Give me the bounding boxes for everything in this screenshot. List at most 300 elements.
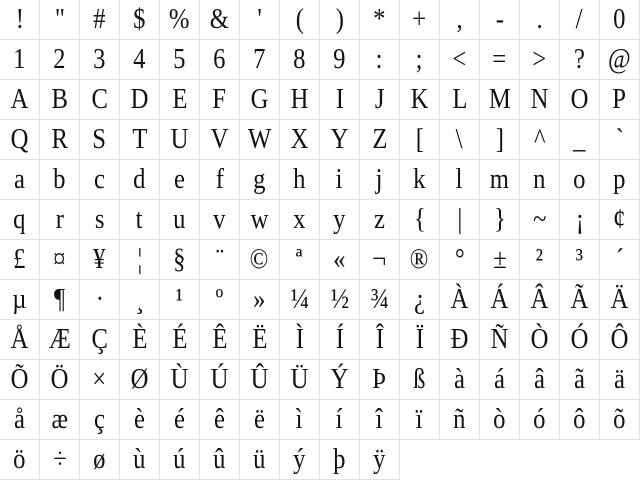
glyph: z: [374, 203, 385, 235]
glyph-cell: [240, 360, 280, 400]
glyph: s: [94, 203, 105, 235]
glyph-cell: [320, 80, 360, 120]
glyph: 8: [293, 43, 306, 75]
glyph-cell: [0, 200, 40, 240]
glyph-cell: [160, 440, 200, 480]
glyph-cell: [0, 80, 40, 120]
glyph-cell: [480, 280, 520, 320]
glyph: v: [213, 203, 226, 235]
glyph-cell: [440, 160, 480, 200]
glyph-cell: [0, 320, 40, 360]
glyph: Î: [375, 323, 384, 355]
glyph-cell: [560, 240, 600, 280]
glyph-cell: [440, 240, 480, 280]
glyph: ã: [574, 363, 585, 395]
glyph-cell: [320, 120, 360, 160]
glyph-cell: [40, 40, 80, 80]
glyph: ": [54, 3, 65, 35]
glyph: ·: [95, 283, 104, 315]
glyph-cell: [560, 200, 600, 240]
glyph-cell: [480, 80, 520, 120]
glyph-cell: [80, 80, 120, 120]
glyph-cell: [320, 320, 360, 360]
glyph-cell: [440, 320, 480, 360]
glyph: É: [171, 323, 188, 355]
glyph-cell: [40, 360, 80, 400]
glyph: ý: [293, 443, 306, 475]
glyph-cell: [520, 360, 560, 400]
glyph-cell: [520, 280, 560, 320]
glyph: |: [457, 203, 462, 235]
glyph: Ý: [330, 363, 349, 395]
glyph-cell: [400, 400, 440, 440]
glyph: á: [494, 363, 505, 395]
glyph: @: [608, 43, 631, 75]
glyph-cell: [160, 40, 200, 80]
glyph: Õ: [10, 363, 29, 395]
glyph-cell: [160, 280, 200, 320]
glyph-cell: [360, 440, 400, 480]
glyph-cell: [240, 160, 280, 200]
glyph-cell: [600, 160, 640, 200]
glyph-cell: [160, 120, 200, 160]
glyph-cell: [160, 400, 200, 440]
glyph-cell: [320, 240, 360, 280]
glyph: P: [612, 83, 627, 115]
glyph-cell: [360, 320, 400, 360]
glyph-cell: [400, 200, 440, 240]
glyph: =: [492, 43, 507, 75]
glyph-cell: [80, 240, 120, 280]
glyph-cell: [520, 200, 560, 240]
glyph-cell: [480, 120, 520, 160]
glyph: µ: [12, 283, 27, 315]
glyph-cell: [80, 40, 120, 80]
glyph-cell: [160, 240, 200, 280]
glyph-cell: [120, 40, 160, 80]
glyph: K: [410, 83, 429, 115]
glyph-cell: [240, 440, 280, 480]
glyph: w: [250, 203, 269, 235]
glyph: Ë: [251, 323, 268, 355]
glyph: à: [454, 363, 465, 395]
glyph: 4: [133, 43, 146, 75]
glyph: Y: [330, 123, 349, 155]
glyph: Û: [250, 363, 269, 395]
glyph-cell: [200, 160, 240, 200]
glyph-cell: [240, 320, 280, 360]
glyph-cell: [320, 440, 360, 480]
glyph-cell: [240, 40, 280, 80]
glyph: -: [495, 3, 504, 35]
glyph-cell: [600, 280, 640, 320]
glyph-cell: [560, 40, 600, 80]
glyph-cell: [320, 360, 360, 400]
glyph: a: [14, 163, 25, 195]
glyph: ô: [573, 403, 586, 435]
glyph: 0: [613, 3, 626, 35]
glyph: N: [530, 83, 549, 115]
glyph: ú: [173, 443, 186, 475]
glyph-cell: [120, 240, 160, 280]
glyph-cell: [480, 400, 520, 440]
glyph-cell: [0, 280, 40, 320]
glyph-cell: [600, 80, 640, 120]
glyph: å: [14, 403, 25, 435]
glyph: Ñ: [490, 323, 509, 355]
glyph-cell: [600, 400, 640, 440]
glyph-cell: [560, 0, 600, 40]
glyph-cell: [360, 400, 400, 440]
glyph: T: [131, 123, 148, 155]
glyph: X: [290, 123, 309, 155]
glyph-cell: [560, 80, 600, 120]
glyph: F: [212, 83, 227, 115]
glyph-cell: [0, 440, 40, 480]
glyph: S: [92, 123, 107, 155]
glyph: ^: [533, 123, 546, 155]
glyph-cell: [240, 400, 280, 440]
glyph-cell: [80, 320, 120, 360]
glyph-cell: [40, 120, 80, 160]
glyph-cell: [160, 0, 200, 40]
glyph: I: [335, 83, 344, 115]
glyph-cell: [160, 200, 200, 240]
glyph-cell: [240, 280, 280, 320]
glyph: W: [247, 123, 272, 155]
glyph: î: [376, 403, 383, 435]
glyph: B: [51, 83, 68, 115]
glyph: Æ: [48, 323, 71, 355]
glyph: ¾: [370, 283, 389, 315]
glyph-cell: [440, 360, 480, 400]
glyph: l: [456, 163, 463, 195]
glyph-cell: [480, 320, 520, 360]
glyph: ñ: [453, 403, 466, 435]
glyph-cell: [360, 0, 400, 40]
glyph-cell: [440, 280, 480, 320]
glyph-cell: [400, 120, 440, 160]
glyph: Ö: [50, 363, 69, 395]
glyph: g: [253, 163, 266, 195]
glyph: $: [133, 3, 146, 35]
glyph-cell: [600, 240, 640, 280]
glyph: A: [10, 83, 29, 115]
glyph: 1: [13, 43, 26, 75]
glyph: ,: [456, 3, 463, 35]
glyph-cell: [80, 160, 120, 200]
glyph: Z: [371, 123, 388, 155]
glyph: Ä: [610, 283, 629, 315]
glyph: o: [573, 163, 586, 195]
glyph-cell: [40, 200, 80, 240]
glyph-cell: [80, 0, 120, 40]
glyph-cell: [600, 120, 640, 160]
glyph: ë: [254, 403, 265, 435]
glyph-cell: [600, 200, 640, 240]
glyph: >: [532, 43, 547, 75]
glyph-cell: [200, 280, 240, 320]
glyph: «: [333, 243, 346, 275]
glyph: Ù: [170, 363, 189, 395]
glyph: ¶: [53, 283, 66, 315]
glyph: Â: [530, 283, 549, 315]
glyph: *: [373, 3, 386, 35]
glyph: ò: [493, 403, 506, 435]
glyph-cell: [40, 80, 80, 120]
glyph: i: [336, 163, 343, 195]
glyph-cell: [600, 360, 640, 400]
glyph-cell: [360, 40, 400, 80]
glyph-cell: [160, 80, 200, 120]
glyph: (: [295, 3, 304, 35]
glyph: +: [412, 3, 427, 35]
glyph: 5: [173, 43, 186, 75]
glyph: Ú: [210, 363, 229, 395]
glyph: x: [293, 203, 306, 235]
glyph-cell: [480, 160, 520, 200]
glyph-cell: [0, 0, 40, 40]
glyph-cell: [440, 200, 480, 240]
glyph: ¬: [372, 243, 387, 275]
glyph: c: [94, 163, 105, 195]
glyph-cell: [200, 200, 240, 240]
glyph: ¹: [175, 283, 184, 315]
glyph: ù: [133, 443, 146, 475]
glyph-cell: [240, 120, 280, 160]
glyph: Ø: [130, 363, 149, 395]
glyph: ?: [574, 43, 585, 75]
glyph: Á: [490, 283, 509, 315]
glyph: E: [171, 83, 188, 115]
glyph-cell: [520, 0, 560, 40]
glyph: {: [413, 203, 426, 235]
glyph: ¡: [575, 203, 584, 235]
glyph: ®: [410, 243, 429, 275]
glyph: ~: [532, 203, 547, 235]
glyph-cell: [200, 0, 240, 40]
glyph: Ô: [610, 323, 629, 355]
glyph: â: [534, 363, 545, 395]
glyph-cell: [280, 320, 320, 360]
glyph: ó: [533, 403, 546, 435]
glyph-cell: [440, 80, 480, 120]
glyph-cell: [360, 160, 400, 200]
glyph-cell: [0, 120, 40, 160]
glyph-cell: [320, 0, 360, 40]
glyph-cell: [440, 120, 480, 160]
glyph: Ü: [290, 363, 309, 395]
glyph: &: [209, 3, 230, 35]
glyph-cell: [520, 40, 560, 80]
glyph: Q: [10, 123, 29, 155]
glyph-cell: [40, 400, 80, 440]
glyph: ¤: [53, 243, 66, 275]
glyph-cell: [360, 200, 400, 240]
glyph: /: [576, 3, 583, 35]
glyph: C: [91, 83, 108, 115]
glyph-cell: [320, 40, 360, 80]
glyph: !: [15, 3, 24, 35]
glyph-cell: [280, 120, 320, 160]
glyph: O: [570, 83, 589, 115]
glyph: ç: [94, 403, 105, 435]
glyph-cell: [320, 200, 360, 240]
glyph-cell: [400, 360, 440, 400]
glyph: ÷: [52, 443, 67, 475]
glyph: í: [336, 403, 343, 435]
glyph: ÿ: [373, 443, 386, 475]
glyph-cell: [160, 320, 200, 360]
glyph-cell: [200, 120, 240, 160]
glyph-cell: [320, 160, 360, 200]
glyph: G: [250, 83, 269, 115]
glyph-cell: [240, 0, 280, 40]
glyph-cell: [440, 40, 480, 80]
glyph-cell: [400, 40, 440, 80]
glyph: À: [450, 283, 469, 315]
glyph: ±: [492, 243, 507, 275]
glyph: ©: [250, 243, 269, 275]
glyph-cell: [200, 80, 240, 120]
glyph-cell: [320, 400, 360, 440]
glyph-cell: [40, 160, 80, 200]
glyph-cell: [360, 240, 400, 280]
glyph-cell: [120, 0, 160, 40]
glyph-cell: [560, 320, 600, 360]
glyph: k: [413, 163, 426, 195]
glyph: ¥: [93, 243, 106, 275]
glyph: Ã: [570, 283, 589, 315]
glyph: f: [215, 163, 224, 195]
glyph: ¦: [137, 243, 142, 275]
glyph-cell: [280, 0, 320, 40]
glyph-cell: [400, 280, 440, 320]
glyph: 6: [213, 43, 226, 75]
glyph: ö: [13, 443, 26, 475]
glyph-cell: [440, 400, 480, 440]
glyph: R: [51, 123, 68, 155]
glyph: 3: [93, 43, 106, 75]
glyph-cell: [480, 40, 520, 80]
glyph-cell: [80, 360, 120, 400]
glyph-cell: [280, 360, 320, 400]
glyph-cell: [80, 120, 120, 160]
glyph: Å: [10, 323, 29, 355]
glyph: £: [13, 243, 26, 275]
glyph-cell: [240, 240, 280, 280]
glyph-cell: [80, 200, 120, 240]
glyph: Ê: [211, 323, 228, 355]
glyph-cell: [400, 0, 440, 40]
glyph-cell: [360, 360, 400, 400]
glyph: »: [253, 283, 266, 315]
glyph-cell: [280, 40, 320, 80]
glyph-cell: [360, 280, 400, 320]
glyph-cell: [480, 200, 520, 240]
glyph: q: [13, 203, 26, 235]
glyph-cell: [120, 280, 160, 320]
glyph: m: [489, 163, 510, 195]
glyph-cell: [320, 280, 360, 320]
glyph-cell: [240, 200, 280, 240]
glyph: Ç: [91, 323, 108, 355]
glyph: r: [55, 203, 64, 235]
glyph: ß: [413, 363, 426, 395]
glyph-cell: [520, 80, 560, 120]
glyph-cell: [560, 160, 600, 200]
glyph-cell: [280, 160, 320, 200]
glyph: [: [415, 123, 424, 155]
glyph: b: [53, 163, 66, 195]
glyph: t: [136, 203, 143, 235]
glyph: j: [376, 163, 383, 195]
glyph: _: [573, 123, 586, 155]
glyph-cell: [360, 120, 400, 160]
glyph-cell: [480, 360, 520, 400]
glyph: \: [456, 123, 463, 155]
glyph-cell: [560, 400, 600, 440]
glyph: ´: [615, 243, 624, 275]
glyph: D: [130, 83, 149, 115]
glyph-cell: [80, 440, 120, 480]
glyph: }: [493, 203, 506, 235]
glyph-cell: [200, 360, 240, 400]
glyph-cell: [0, 40, 40, 80]
glyph-cell: [280, 80, 320, 120]
glyph-cell: [120, 120, 160, 160]
glyph: ª: [296, 243, 303, 275]
glyph: ¢: [613, 203, 626, 235]
glyph-cell: [520, 120, 560, 160]
glyph: 9: [333, 43, 346, 75]
glyph-cell: [520, 320, 560, 360]
glyph: p: [613, 163, 626, 195]
glyph: V: [210, 123, 229, 155]
glyph-cell: [480, 240, 520, 280]
glyph: °: [454, 243, 465, 275]
glyph: È: [131, 323, 148, 355]
glyph: Ì: [295, 323, 304, 355]
glyph-cell: [160, 160, 200, 200]
glyph: ': [257, 3, 262, 35]
glyph-cell: [120, 360, 160, 400]
glyph: H: [290, 83, 309, 115]
glyph: ¼: [290, 283, 309, 315]
glyph-cell: [40, 320, 80, 360]
glyph-cell: [0, 160, 40, 200]
glyph-cell: [40, 440, 80, 480]
glyph-cell: [160, 360, 200, 400]
glyph: ä: [614, 363, 625, 395]
glyph: Þ: [372, 363, 387, 395]
glyph-cell: [440, 0, 480, 40]
glyph: Ï: [415, 323, 424, 355]
glyph-cell: [120, 440, 160, 480]
glyph: û: [213, 443, 226, 475]
glyph-cell: [280, 440, 320, 480]
glyph-cell: [520, 240, 560, 280]
glyph-cell: [0, 360, 40, 400]
glyph: ï: [416, 403, 423, 435]
glyph: Í: [335, 323, 344, 355]
glyph: <: [452, 43, 467, 75]
glyph: `: [615, 123, 624, 155]
glyph: ): [335, 3, 344, 35]
glyph: u: [173, 203, 186, 235]
glyph-cell: [400, 240, 440, 280]
glyph: :: [376, 43, 383, 75]
